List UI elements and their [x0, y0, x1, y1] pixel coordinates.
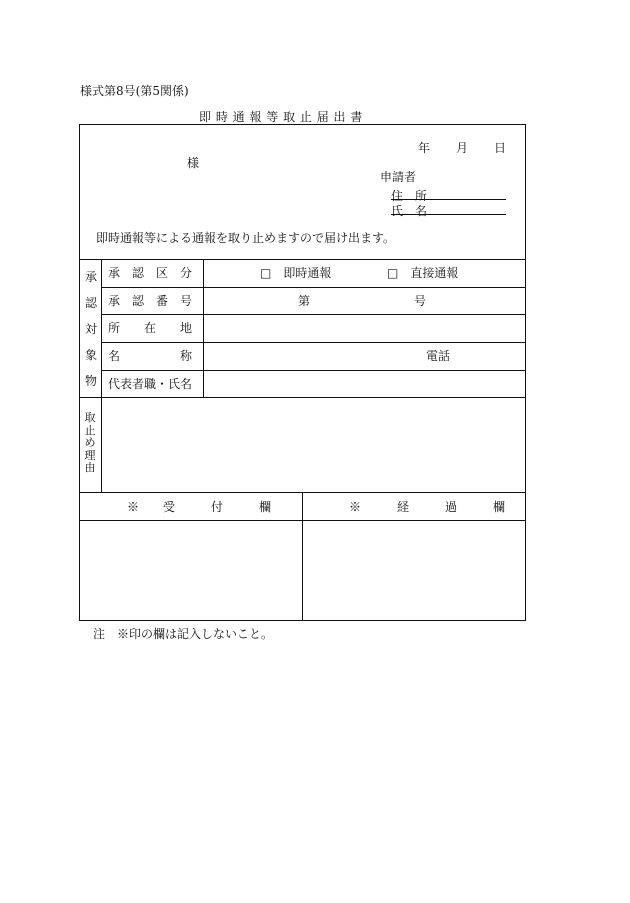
statement-text: 即時通報等による通報を取り止めますので届け出ます。: [96, 231, 396, 245]
side-char: 物: [85, 374, 98, 388]
number-prefix: 第: [298, 294, 311, 308]
applicant-name-label: 氏 名: [391, 204, 428, 218]
option-immediate-checkbox[interactable]: □ 即時通報: [260, 266, 332, 280]
reception-header: ※ 受 付 欄: [127, 500, 272, 514]
side-char: 対: [85, 322, 98, 336]
category-label: 承 認 区 分: [108, 266, 193, 280]
addressee-suffix: 様: [187, 156, 200, 170]
name-field[interactable]: [204, 343, 525, 370]
number-suffix: 号: [414, 294, 427, 308]
representative-field[interactable]: [204, 371, 525, 397]
progress-header: ※ 経 過 欄: [349, 500, 506, 514]
date-day-label: 日: [494, 141, 507, 155]
reason-field[interactable]: [102, 398, 525, 492]
side-char: 象: [85, 348, 98, 362]
applicant-address-label: 住 所: [391, 189, 428, 203]
name-label: 名 称: [108, 349, 193, 363]
location-label: 所 在 地: [108, 321, 193, 335]
date-year-label: 年: [418, 141, 431, 155]
footnote: 注 ※印の欄は記入しないこと。: [93, 627, 274, 641]
reason-label: 取止め理由: [84, 411, 96, 474]
date-month-label: 月: [456, 141, 469, 155]
reception-box: [80, 521, 302, 620]
form-label: 様式第8号(第5関係): [80, 84, 189, 98]
applicant-name-field[interactable]: [391, 200, 506, 218]
location-field[interactable]: [204, 315, 525, 342]
phone-label: 電話: [426, 349, 451, 363]
applicant-label: 申請者: [380, 170, 417, 184]
approval-number-label: 承 認 番 号: [108, 294, 193, 308]
approval-number-field[interactable]: [204, 288, 525, 314]
form-title: 即 時 通 報 等 取 止 届 出 書: [199, 110, 363, 124]
option-direct-checkbox[interactable]: □ 直接通報: [387, 266, 459, 280]
applicant-address-field[interactable]: [391, 185, 506, 203]
side-char: 承: [85, 270, 98, 284]
progress-box: [303, 521, 525, 620]
side-char: 認: [85, 296, 98, 310]
representative-label: 代表者職・氏名: [108, 377, 193, 391]
